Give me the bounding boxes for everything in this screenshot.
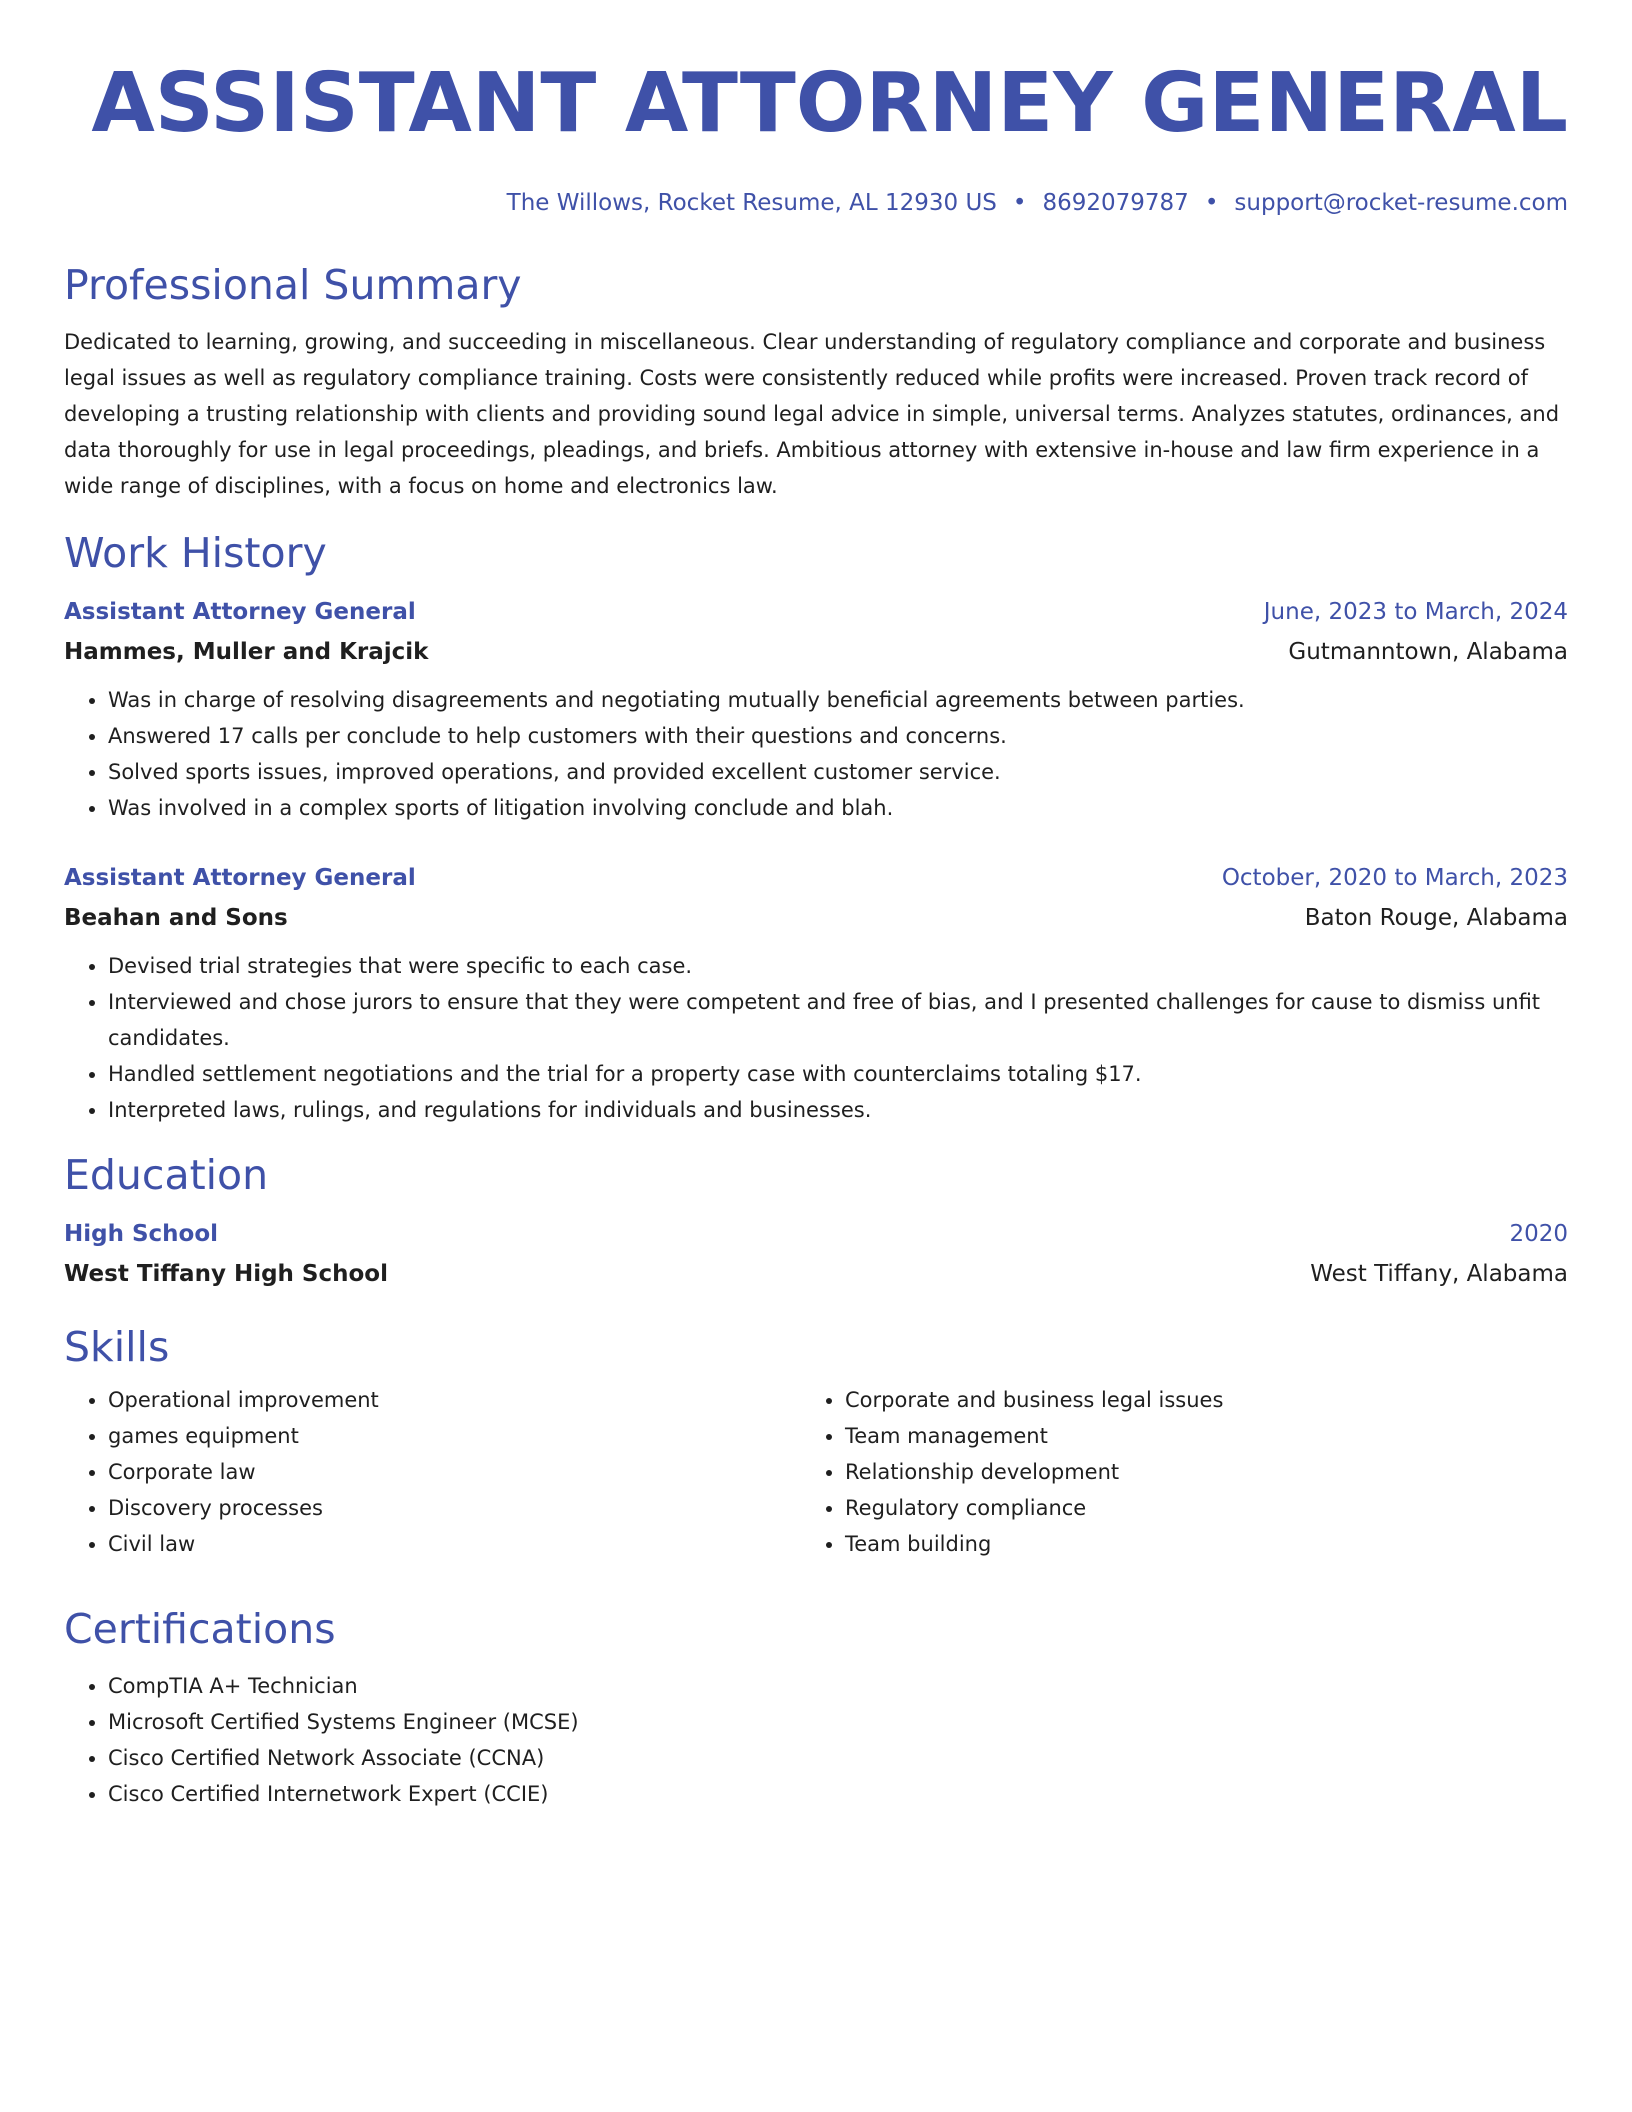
job-employer: Hammes, Muller and Krajcik [64, 639, 429, 665]
skill-item: • Regulatory compliance [845, 1490, 1538, 1526]
job-bullets [64, 682, 1568, 826]
education-section [64, 1150, 1568, 1290]
job-entry [64, 862, 1568, 1128]
education-year: 2020 [1509, 1221, 1568, 1247]
job-location: Gutmanntown, Alabama [1288, 639, 1568, 665]
certification-item: • Cisco Certified Network Associate (CCNA) [108, 1740, 1568, 1776]
summary-text: Dedicated to learning, growing, and succeeding in miscellaneous. Clear understanding of regulatory compliance and corporate and business legal issues as well as regulatory compliance training. Costs were consistently reduced while profits were increased. Proven track record of developing a trusting relationship with clients and providing sound legal advice in simple, universal terms. Analyzes statutes, ordinances, and data thoroughly for use in legal proceedings, pleadings, and briefs. Ambitious attorney with extensive in-house and law firm experience in a wide range of disciplines, with a focus on home and electronics law. [64, 330, 1560, 498]
skill-item: • Team management [845, 1418, 1538, 1454]
section-title-certifications: Certifications [64, 1605, 336, 1653]
job-bullet: • Was involved in a complex sports of litigation involving conclude and blah. [108, 790, 1568, 826]
skills-section [64, 1322, 1568, 1562]
section-title-education: Education [64, 1151, 269, 1199]
contact-separator: • [1204, 190, 1219, 216]
job-bullet: • Answered 17 calls per conclude to help customers with their questions and concerns. [108, 718, 1568, 754]
contact-separator: • [1012, 190, 1027, 216]
job-role: Assistant Attorney General [64, 599, 416, 625]
job-role: Assistant Attorney General [64, 865, 416, 891]
resume-header [64, 0, 1568, 218]
certification-item: • CompTIA A+ Technician [108, 1668, 1568, 1704]
certifications-list [64, 1668, 1568, 1812]
candidate-name: ASSISTANT ATTORNEY GENERAL [91, 56, 1568, 151]
contact-line [64, 188, 1568, 218]
contact-phone: 8692079787 [1042, 190, 1189, 216]
skill-item: • games equipment [108, 1418, 801, 1454]
section-title-skills: Skills [64, 1323, 170, 1371]
skills-column-right [801, 1382, 1538, 1562]
section-title-work-history: Work History [64, 529, 327, 577]
contact-address: The Willows, Rocket Resume, AL 12930 US [506, 190, 997, 216]
job-bullet: • Solved sports issues, improved operations, and provided excellent customer service. [108, 754, 1568, 790]
skill-item: • Corporate law [108, 1454, 801, 1490]
job-dates: June, 2023 to March, 2024 [1263, 599, 1568, 625]
certifications-section [64, 1604, 1568, 1812]
job-bullet: • Was in charge of resolving disagreements and negotiating mutually beneficial agreements between parties. [108, 682, 1568, 718]
job-entry [64, 596, 1568, 826]
job-employer: Beahan and Sons [64, 905, 288, 931]
skill-item: • Civil law [108, 1526, 801, 1562]
job-location: Baton Rouge, Alabama [1304, 905, 1568, 931]
summary-section [64, 260, 1568, 504]
certification-item: • Microsoft Certified Systems Engineer (MCSE) [108, 1704, 1568, 1740]
skill-item: • Relationship development [845, 1454, 1538, 1490]
job-bullet: • Devised trial strategies that were specific to each case. [108, 948, 1568, 984]
skill-item: • Discovery processes [108, 1490, 801, 1526]
job-dates: October, 2020 to March, 2023 [1221, 865, 1568, 891]
certification-item: • Cisco Certified Internetwork Expert (CCIE) [108, 1776, 1568, 1812]
contact-email: support@rocket-resume.com [1234, 190, 1568, 216]
job-bullet: • Interviewed and chose jurors to ensure that they were competent and free of bias, and I presented challenges for cause to dismiss unfit candidates. [108, 984, 1568, 1056]
section-title-summary: Professional Summary [64, 261, 522, 309]
work-history-section [64, 528, 1568, 1128]
job-bullets [64, 948, 1568, 1128]
education-entry [64, 1218, 1568, 1290]
skills-grid [64, 1382, 1568, 1562]
skill-item: • Team building [845, 1526, 1538, 1562]
education-degree: High School [64, 1221, 219, 1247]
skill-item: • Corporate and business legal issues [845, 1382, 1538, 1418]
job-bullet: • Interpreted laws, rulings, and regulations for individuals and businesses. [108, 1092, 1568, 1128]
skills-column-left [64, 1382, 801, 1562]
education-location: West Tiffany, Alabama [1310, 1261, 1568, 1287]
skill-item: • Operational improvement [108, 1382, 801, 1418]
education-school: West Tiffany High School [64, 1261, 388, 1287]
job-bullet: • Handled settlement negotiations and the trial for a property case with counterclaims totaling $17. [108, 1056, 1568, 1092]
